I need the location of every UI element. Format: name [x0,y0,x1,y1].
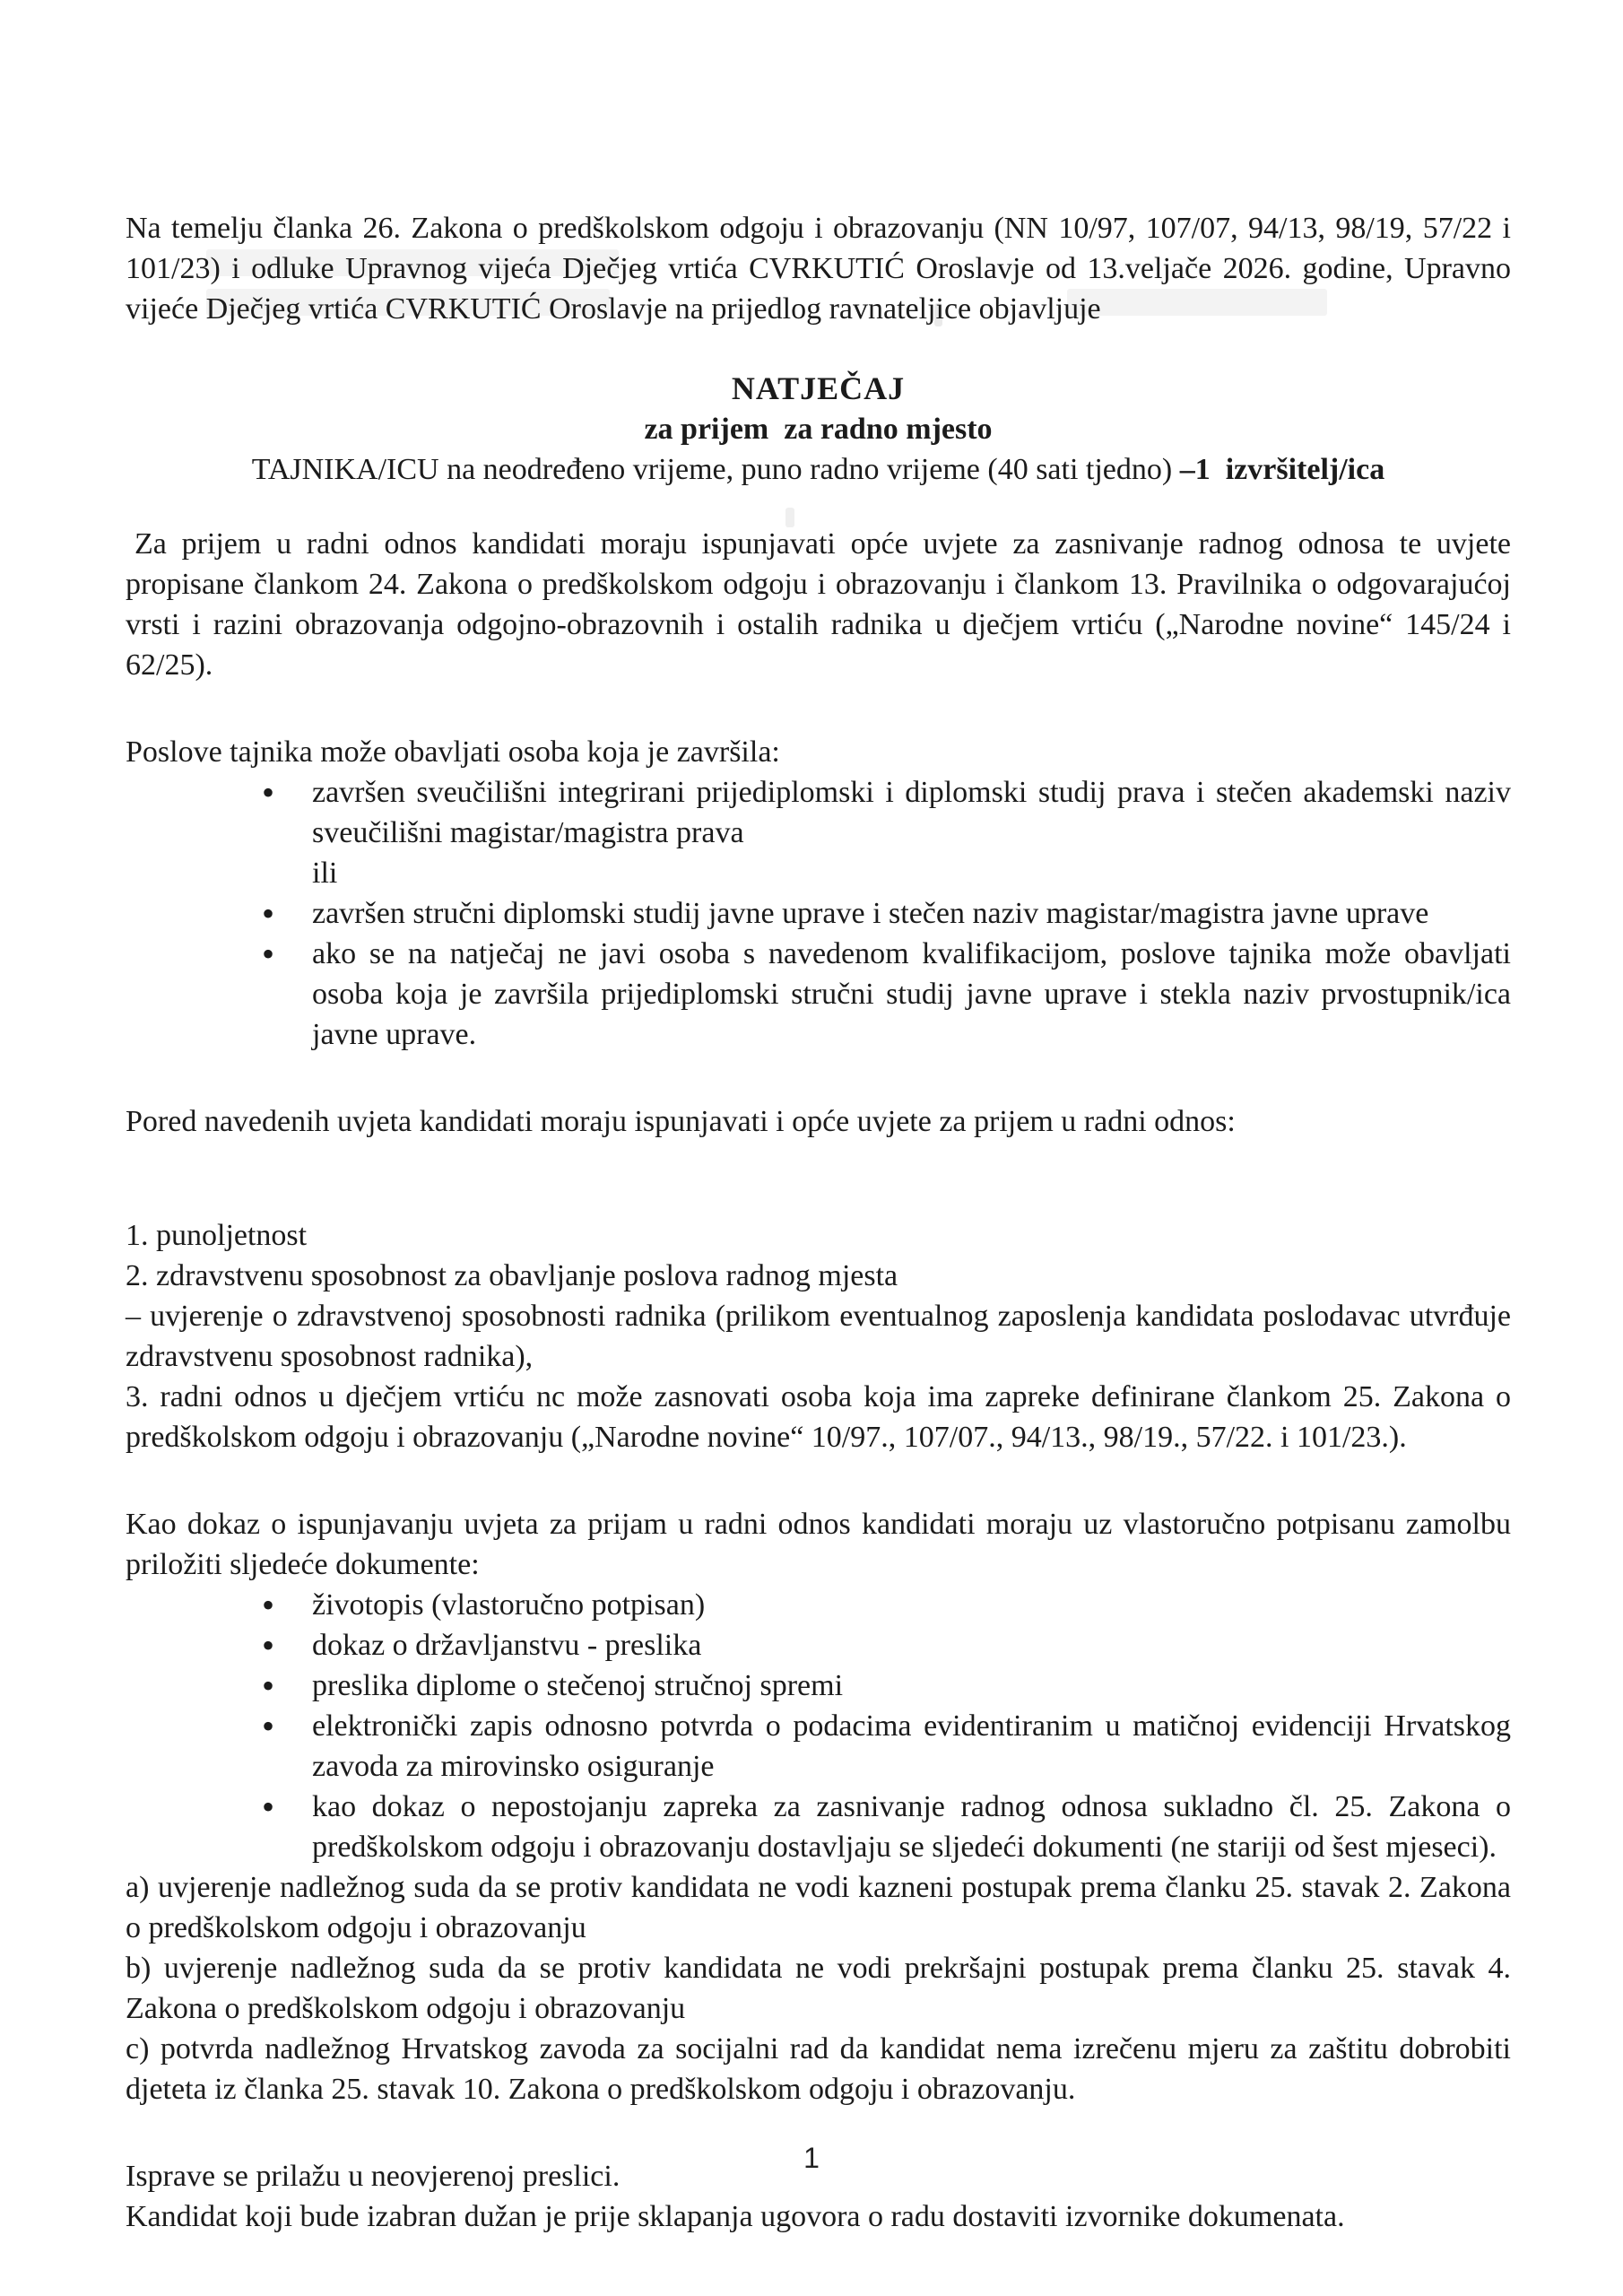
qualification-text: završen sveučilišni integrirani prijediplomski i diplomski studij prava i stečen akademski naziv sveučilišni magistar/magistra prava [312,776,1511,849]
certificate-item: b) uvjerenje nadležnog suda da se protiv kandidata ne vodi prekršajni postupak prema članku 25. stavak 4. Zakona o predškolskom odgoju i obrazovanju [126,1952,1511,2025]
general-condition-item: 1. punoljetnost [126,1219,308,1252]
closing-paragraph [126,2156,1511,2237]
list-item [262,934,1511,1055]
general-conditions-intro: Pored navedenih uvjeta kandidati moraju ispunjavati i opće uvjete za prijem u radni odnos: [126,1105,1236,1138]
general-condition-item: – uvjerenje o zdravstvenoj sposobnosti radnika (prilikom eventualnog zaposlenja kandidata poslodavac utvrđuje zdravstvenu sposobnost radnika), [126,1300,1511,1373]
closing-line: Kandidat koji bude izabran dužan je prije sklapanja ugovora o radu dostaviti izvornike dokumenata. [126,2200,1345,2233]
document-item-text: kao dokaz o nepostojanju zapreka za zasnivanje radnog odnosa sukladno čl. 25. Zakona o predškolskom odgoju i obrazovanju dostavljaju se sljedeći dokumenti (ne stariji od šest mjeseci). [312,1790,1511,1864]
document-item-text: preslika diplome o stečenoj stručnoj spremi [312,1669,844,1702]
list-item [262,1787,1511,1867]
position-text: TAJNIKA/ICU na neodređeno vrijeme, puno radno vrijeme (40 sati tjedno) [251,453,1180,486]
document-item-text: elektronički zapis odnosno potvrda o podacima evidentiranim u matičnoj evidenciji Hrvatskog zavoda za mirovinsko osiguranje [312,1709,1511,1783]
intro-paragraph: Na temelju članka 26. Zakona o predškolskom odgoju i obrazovanju (NN 10/97, 107/07, 94/13, 98/19, 57/22 i 101/23) i odluke Upravnog vijeća Dječjeg vrtića CVRKUTIĆ Oroslavje od 13.veljače 2026. godine, Upravno vijeće Dječjeg vrtića CVRKUTIĆ Oroslavje na prijedlog ravnateljice objavljuje [126,212,1511,326]
conditions-paragraph: Za prijem u radni odnos kandidati moraju ispunjavati opće uvjete za zasnivanje radnog odnosa te uvjete propisane člankom 24. Zakona o predškolskom odgoju i obrazovanju i člankom 13. Pravilnika o odgovarajućoj vrsti i razini obrazovanja odgojno-obrazovnih i ostalih radnika u dječjem vrtiću („Narodne novine“ 145/24 i 62/25). [126,527,1511,682]
general-conditions-list [126,1215,1511,1457]
position-line [126,449,1511,490]
position-count: –1 izvršitelj/ica [1179,453,1385,486]
list-item [262,1665,1511,1706]
list-item [262,893,1511,934]
document-item-text: životopis (vlastoručno potpisan) [312,1588,706,1622]
list-item [262,1625,1511,1665]
title-block [126,369,1511,490]
documents-list [126,1585,1511,1867]
closing-line: Isprave se prilažu u neovjerenoj preslici. [126,2160,621,2193]
qualification-or: ili [312,857,338,890]
qualification-text: ako se na natječaj ne javi osoba s navedenom kvalifikacijom, poslove tajnika može obavljati osoba koja je završila prijediplomski stručni studij javne uprave i stekla naziv prvostupnik/ica javne uprave. [312,937,1511,1051]
list-item [262,772,1511,893]
certificates-list [126,1867,1511,2109]
certificate-item: a) uvjerenje nadležnog suda da se protiv kandidata ne vodi kazneni postupak prema članku 25. stavak 2. Zakona o predškolskom odgoju i obrazovanju [126,1871,1511,1944]
qualification-text: završen stručni diplomski studij javne uprave i stečen naziv magistar/magistra javne uprave [312,897,1429,930]
page-number: 1 [803,2142,820,2174]
list-item [262,1706,1511,1787]
general-condition-item: 2. zdravstvenu sposobnost za obavljanje poslova radnog mjesta [126,1259,898,1292]
certificate-item: c) potvrda nadležnog Hrvatskog zavoda za socijalni rad da kandidat nema izrečenu mjeru za zaštitu dobrobiti djeteta iz članka 25. stavak 10. Zakona o predškolskom odgoju i obrazovanju. [126,2032,1511,2106]
document-item-text: dokaz o državljanstvu - preslika [312,1629,702,1662]
list-item [262,1585,1511,1625]
evidence-intro: Kao dokaz o ispunjavanju uvjeta za prijam u radni odnos kandidati moraju uz vlastoručno potpisanu zamolbu priložiti sljedeće dokumente: [126,1508,1511,1581]
qualification-intro: Poslove tajnika može obavljati osoba koja je završila: [126,735,780,769]
general-condition-item: 3. radni odnos u dječjem vrtiću nc može zasnovati osoba koja ima zapreke definirane člankom 25. Zakona o predškolskom odgoju i obrazovanju („Narodne novine“ 10/97., 107/07., 94/13., 98/19., 57/22. i 101/23.). [126,1380,1511,1454]
document-subtitle: za prijem za radno mjesto [644,413,993,446]
document-title: NATJEČAJ [731,370,906,406]
qualification-list [126,772,1511,1055]
